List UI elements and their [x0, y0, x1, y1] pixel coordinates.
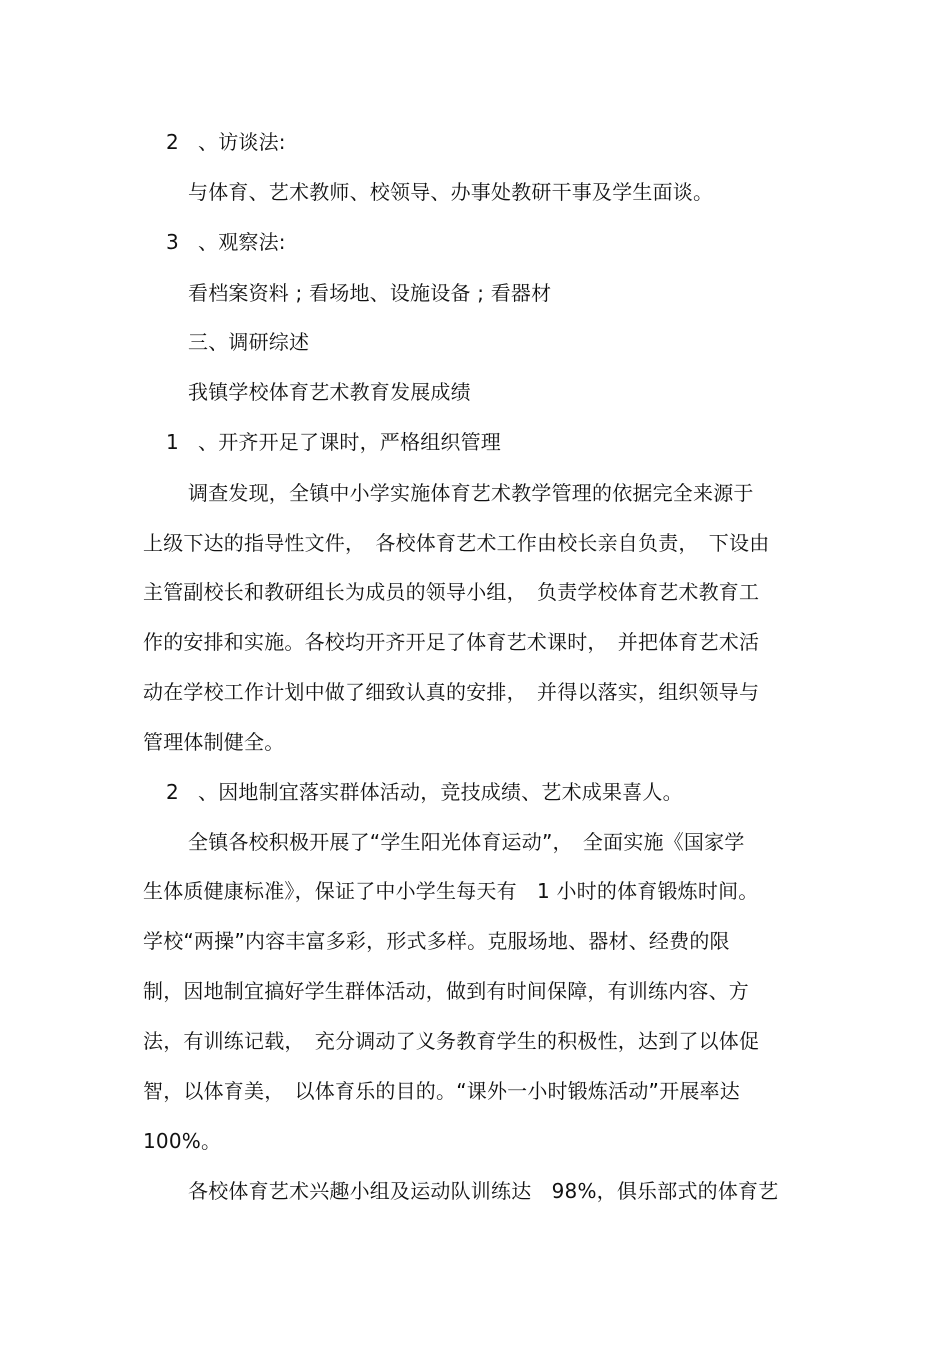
paragraph-line: 与体育、艺术教师、校领导、办事处教研干事及学生面谈。: [188, 180, 714, 204]
paragraph-line: 动在学校工作计划中做了细致认真的安排， 并得以落实，组织领导与: [143, 680, 760, 704]
item-number: 3: [166, 230, 179, 254]
paragraph-line: 100%。: [143, 1129, 222, 1153]
paragraph-line: 制，因地制宜搞好学生群体活动，做到有时间保障，有训练内容、方: [143, 979, 749, 1003]
paragraph-line: 看档案资料 ; 看场地、设施设备 ; 看器材: [188, 281, 552, 305]
section-heading-observation: [166, 228, 286, 256]
item-number: 2: [166, 780, 179, 804]
heading-text: 、访谈法:: [198, 130, 286, 154]
item-number: 1: [166, 430, 179, 454]
paragraph-line: 主管副校长和教研组长为成员的领导小组， 负责学校体育艺术教育工: [143, 580, 760, 604]
paragraph-line: 智，以体育美， 以体育乐的目的。“课外一小时锻炼活动”开展率达: [143, 1079, 740, 1103]
paragraph-line: 全镇各校积极开展了“学生阳光体育运动”， 全面实施《国家学: [188, 830, 745, 854]
item-number: 2: [166, 130, 179, 154]
section-heading-interview: [166, 128, 286, 156]
paragraph-line: 法，有训练记载， 充分调动了义务教育学生的积极性，达到了以体促: [143, 1029, 760, 1053]
paragraph-line: 学校“两操”内容丰富多彩，形式多样。克服场地、器材、经费的限: [143, 929, 730, 953]
heading-text: 、因地制宜落实群体活动，竞技成绩、艺术成果喜人。: [198, 780, 683, 804]
subsection-title: 我镇学校体育艺术教育发展成绩: [188, 380, 471, 404]
numbered-heading: [166, 778, 683, 806]
paragraph-line: 生体质健康标准》，保证了中小学生每天有 1 小时的体育锻炼时间。: [143, 879, 759, 903]
paragraph-line: 各校体育艺术兴趣小组及运动队训练达 98%，俱乐部式的体育艺: [188, 1179, 779, 1203]
paragraph-line: 管理体制健全。: [143, 730, 285, 754]
paragraph-line: 上级下达的指导性文件， 各校体育艺术工作由校长亲自负责， 下设由: [143, 531, 770, 555]
paragraph-line: 作的安排和实施。各校均开齐开足了体育艺术课时， 并把体育艺术活: [143, 630, 760, 654]
numbered-heading: [166, 428, 501, 456]
heading-text: 、观察法:: [198, 230, 286, 254]
paragraph-line: 调查发现，全镇中小学实施体育艺术教学管理的依据完全来源于: [188, 481, 754, 505]
section-heading-summary: 三、调研综述: [188, 330, 310, 354]
heading-text: 、开齐开足了课时，严格组织管理: [198, 430, 501, 454]
